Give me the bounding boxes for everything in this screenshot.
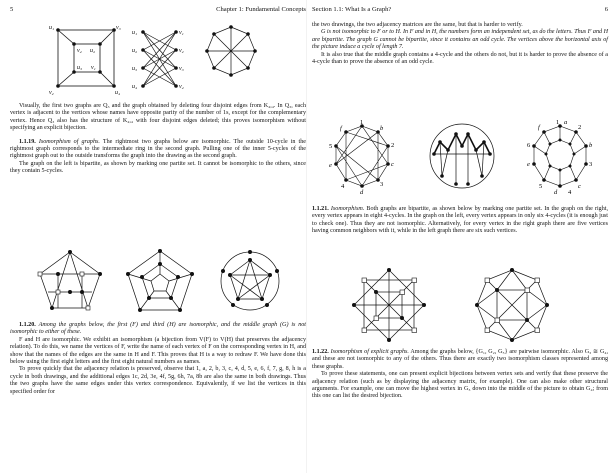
label-u3: u₃ [77,65,83,71]
f-label-2: 2 [391,142,395,149]
label-v2: v₂ [49,90,54,96]
exercise-1-1-21-number: 1.1.21. [312,206,329,212]
left-paragraph-2: The graph on the left is bipartite, as shown by marking one partite set. It cannot be isomorphic to the others, since they contain 5-cycles. [10,160,306,175]
right-text-block-2 [312,206,608,236]
bipartite-graph [40,252,100,308]
label-u3-right: u₃ [132,66,138,72]
pentagon-ring-graph [128,251,192,310]
right-paragraph-3: It is also true that the middle graph contains a 4-cycle and the others do not, but it is harder to prove the absence of a 4-cycle than to prove the absence of an odd cycle. [312,51,608,66]
graph-h [534,126,586,186]
f-label-1: b [380,125,384,132]
f-label-7: e [329,162,332,169]
right-paragraph-1: the two drawings, the two adjacency matrices are the same, but that is harder to verify. [312,22,523,28]
k44-minus-matching [143,32,176,86]
left-page [10,0,306,473]
right-paragraph-4: To prove these statements, one can present explicit bijections between vertex sets and verify that these preserve the adjacency relation (such as by displaying the adjacency matrix, for example). One can also make other structural arguments. For example, one can move the highest vertex in G₃ down into the middle of the picture to obtain G₄; from this one can list the desired bijection. [312,371,608,400]
exercise-1-1-20 [10,322,306,337]
figure-fgh-graphs [322,120,602,200]
f-label-6: 4 [341,183,345,190]
f-label-8: 5 [329,143,333,150]
h-label-10: 6 [527,142,531,149]
label-u2-right: u₂ [132,48,138,54]
exercise-1-1-22-title: Isomorphism of explicit graphs. [330,349,409,355]
f-label-5: d [360,189,364,196]
exercise-1-1-22 [312,349,608,371]
f-label-9: f [340,125,342,132]
label-v1-right: v₁ [179,30,184,36]
exercise-1-1-21-text: Both graphs are bipartite, as shown below by marking one partite set. In the graph on the right, every vertex appears in eight 4-cycles. In the graph on the left, every vertex appears in only six 4-cycles (it is enough just to check one). Thus they are not isomorphic. Alternatively, for every vertex in the right graph there are five vertices having common neighbors with it, while in the left graph there are six such vertices. [312,206,608,235]
right-text-block-3 [312,349,608,401]
f-label-3: c [391,161,394,168]
gutter [306,0,307,473]
h-label-9: e [527,161,530,168]
h-label-6: 4 [568,189,572,196]
exercise-1-1-19 [10,139,306,161]
left-running-title: Chapter 1: Fundamental Concepts [216,6,306,13]
exercise-1-1-22-number: 1.1.22. [312,349,329,355]
graph-g [430,124,494,188]
h-label-1: a [564,120,568,126]
left-paragraph-4: To prove quickly that the adjacency relation is preserved, observe that 1, a, 2, b, 3, c, 4, d, 5, e, 6, f, 7, g, 8, h is a cycle in both drawings, and the additional edges 1c, 2d, 3e, 4f, 5g, 6h, 7a, 8b are also the same in both drawings. Thus the two graphs have the same edges under this vertex correspondence. Equivalently, if we list the vertices in this specified order for [10,366,306,395]
exercise-1-1-22-text: Among the graphs below, {G₁, G₂, G₅} are pairwise isomorphic. Also G₃ ≅ G₄, and these are not isomorphic to any of the others. Thus there are exactly two isomorphism classes represented among these graphs. [312,349,608,370]
h-label-4: 3 [589,161,593,168]
exercise-1-1-20-title: Among the graphs below, the first (F) and third (H) are isomorphic, and the middle graph (G) is not isomorphic to either of these. [10,322,307,336]
left-paragraph-1: Visually, the first two graphs are Q₃ and the graph obtained by deleting four disjoint edges from K₄,₄. In Q₃, each vertex is adjacent to the vertices whose names have opposite parity of the number of 1s, except for the complementary vertex. Hence Q₃ also has the structure of K₄,₄ with four disjoint edges deleted; this proves isomorphism without specifying an explicit bijection. [10,103,306,132]
h-label-11: f [538,124,540,131]
h-label-0: 1 [556,120,560,126]
f-label-0: 1 [360,120,364,126]
exercise-1-1-19-text: The rightmost two graphs below are isomorphic. The outside 10-cycle in the rightmost graph corresponds to the intermediate ring in the second graph. Pulling one of the inner 5-cycles of the rightmost graph out to the outside transforms the graph into the drawing as the second graph. [10,138,306,160]
label-v2-right: v₂ [179,48,184,54]
h-label-7: d [554,189,558,196]
right-text-block-1 [312,22,608,66]
f-label-4: 3 [380,181,384,188]
label-u4-right: u₄ [132,84,138,90]
right-running-title: Section 1.1: What Is a Graph? [312,6,392,13]
h-label-2: 2 [578,124,582,131]
left-paragraph-3: F and H are isomorphic. We exhibit an isomorphism (a bijection from V(F) to V(H) that preserves the adjacency relation). To do this, we name the vertices of F, write the name of each vertex of F on the corresponding vertex in H, and show that the names of the edges are the same in H and F. This proves that H is a way to redraw F. We have done this below using the first eight letters and the first eight natural numbers as names. [10,336,306,366]
figure-petersen-graphs [30,248,290,314]
exercise-1-1-21-title: Isomorphism. [330,206,365,212]
right-page [312,0,608,473]
h-label-3: b [589,142,593,149]
exercise-1-1-21 [312,206,608,236]
label-u2: u₂ [90,48,96,54]
left-text-block-2 [10,322,306,396]
label-v1: v₁ [91,65,96,71]
h-label-5: c [578,183,581,190]
graph-f [336,126,388,186]
label-v4-right: v₄ [179,84,184,90]
left-running-header [10,6,306,16]
label-v3: v₃ [116,25,121,31]
exercise-1-1-19-title: Isomorphism of graphs. [38,138,100,145]
left-text-block-1 [10,103,306,176]
q3-graph [58,30,114,86]
label-u1: u₁ [49,25,55,31]
figure-bipartite-pair [352,268,572,342]
h-label-8: 5 [539,183,543,190]
label-v4: v₄ [77,48,82,54]
label-u1-right: u₁ [132,30,138,36]
right-page-number: 6 [604,6,608,13]
label-u4: u₄ [115,90,121,96]
figure-q3-graphs [48,22,278,100]
right-running-header [312,6,608,16]
right-paragraph-2: G is not isomorphic to F or to H. In F and in H, the numbers form an independent set, as do the letters. Thus F and H are bipartite. The graph G cannot be bipartite, since it contains an odd cycle. The vertices above the horizontal axis of the picture induce a cycle of length 7. [312,29,608,51]
label-v3-right: v₃ [179,66,184,72]
left-page-number: 5 [10,6,14,13]
exercise-1-1-19-number: 1.1.19. [19,138,36,145]
exercise-1-1-20-number: 1.1.20. [19,322,36,328]
